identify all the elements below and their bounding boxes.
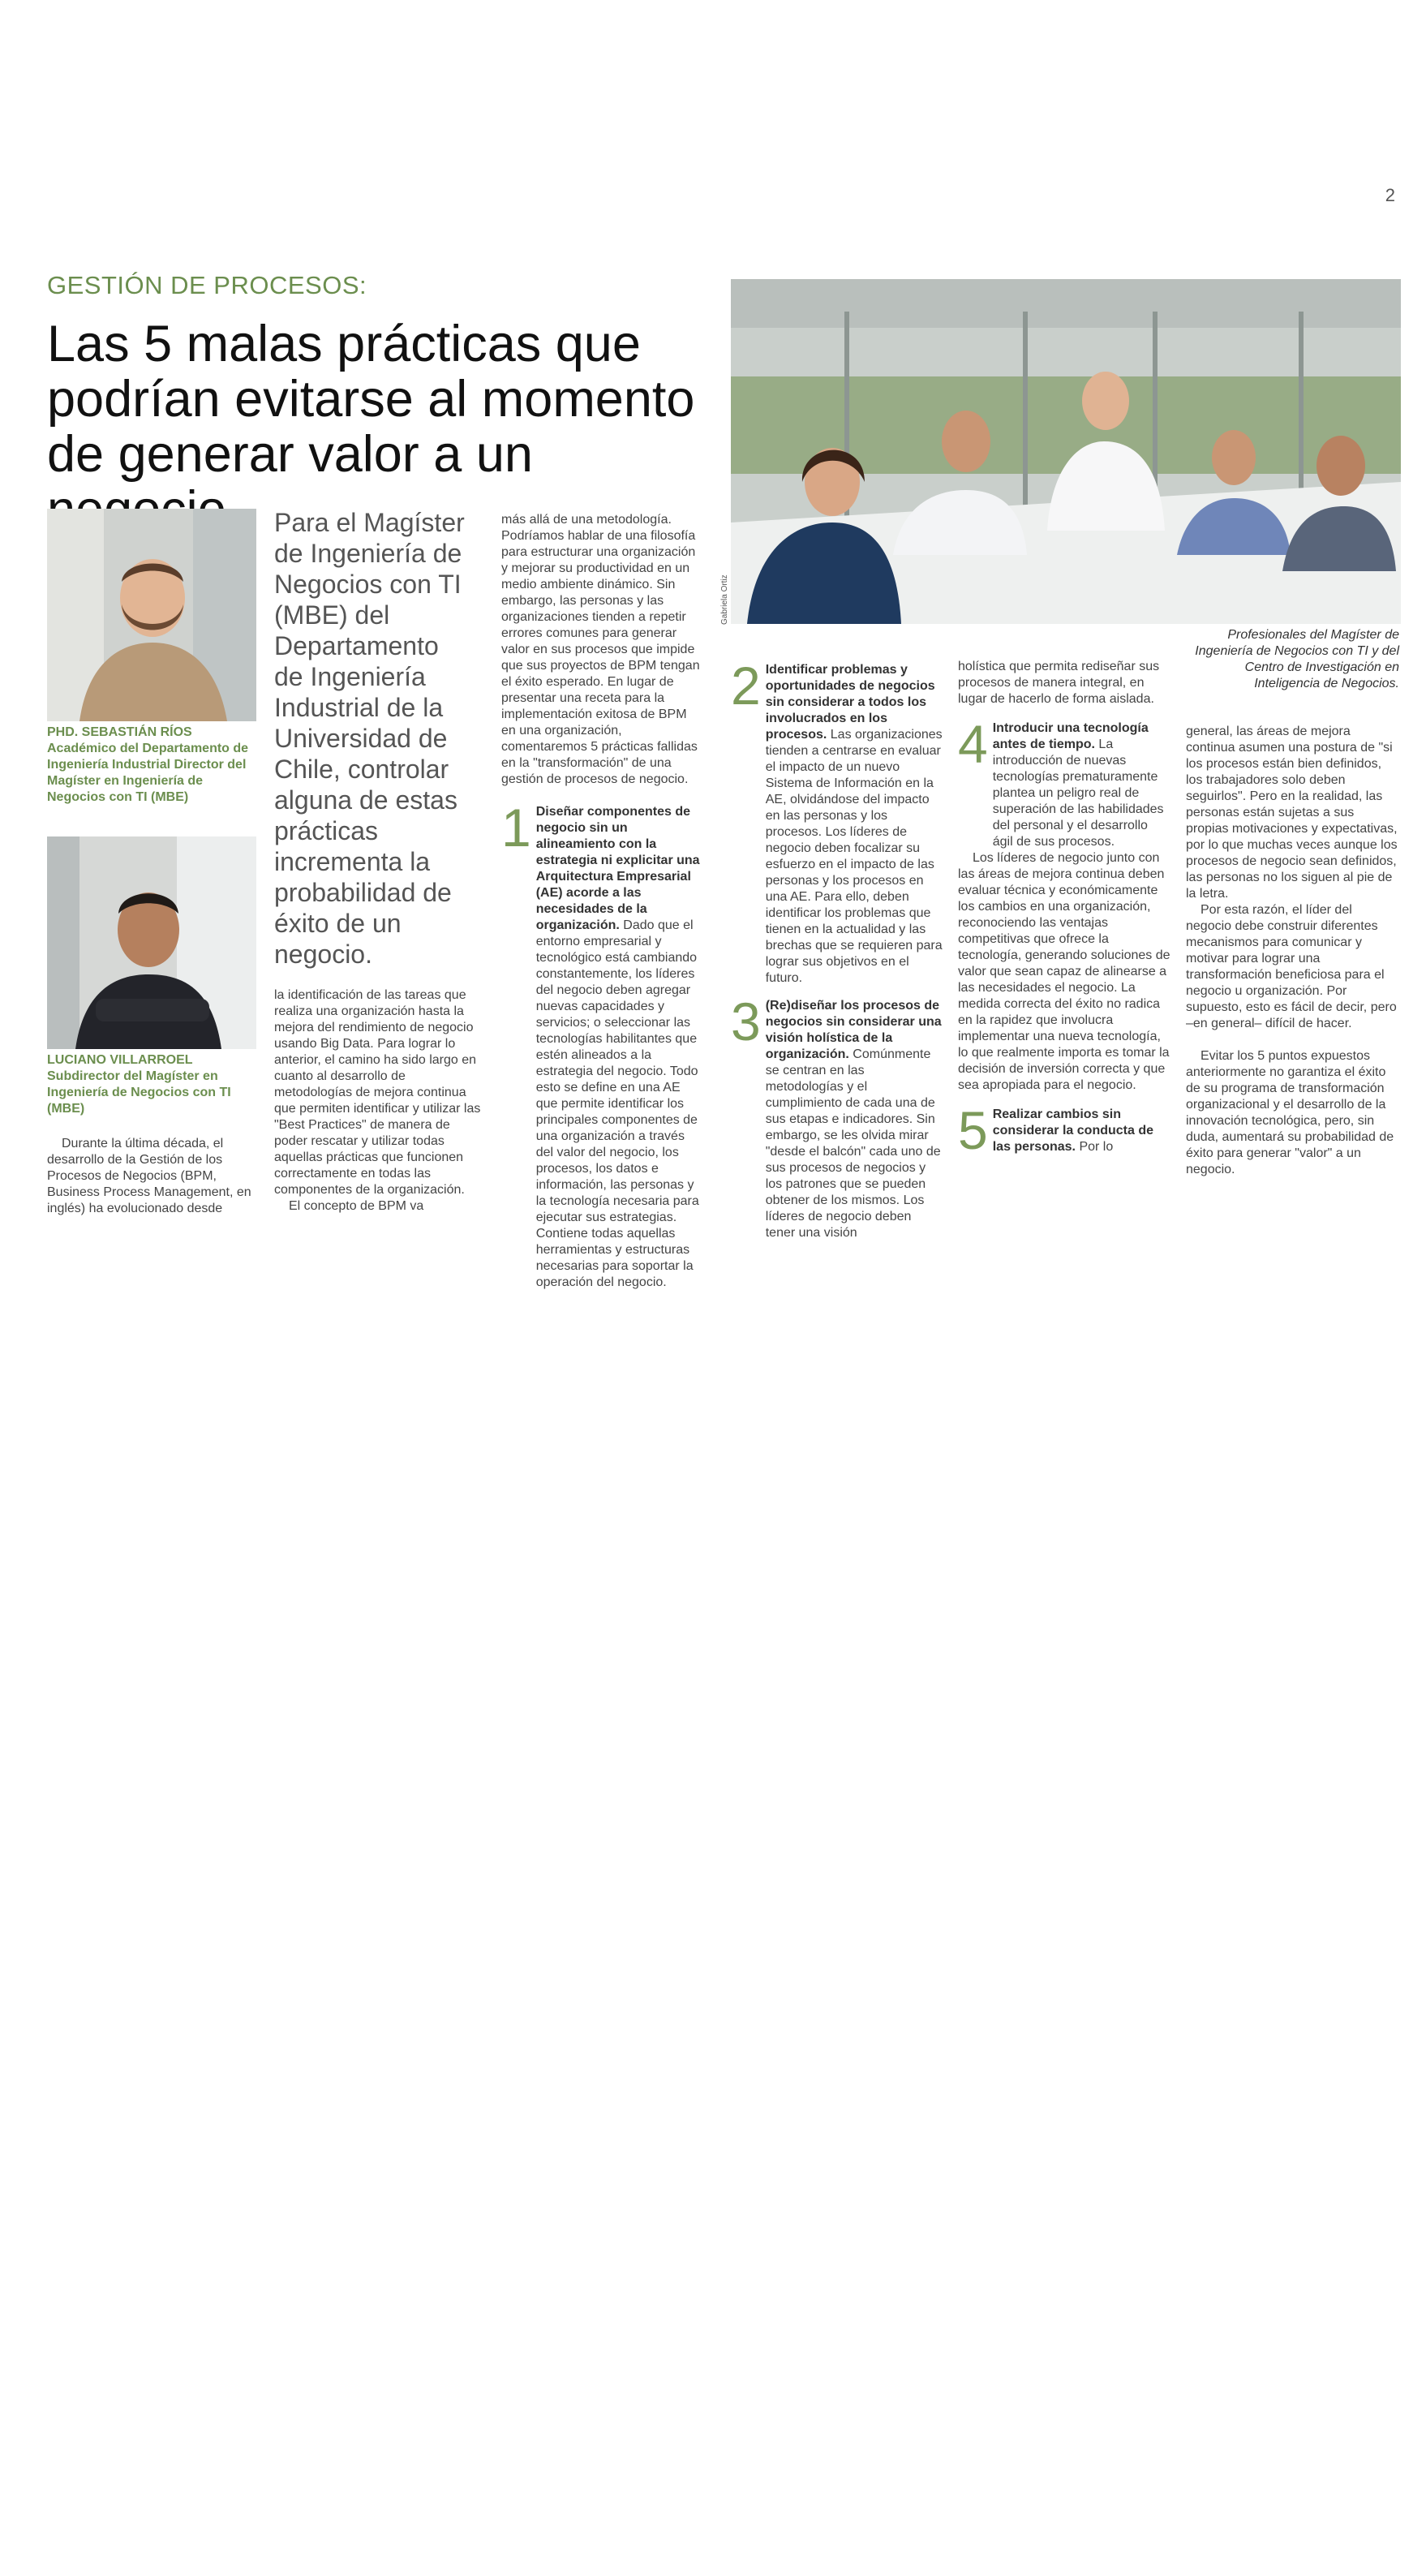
list-item — [731, 656, 943, 987]
person-name: PHD. SEBASTIÁN RÍOS — [47, 725, 192, 739]
person-role: Subdirector del Magíster en Ingeniería de Negocios con TI (MBE) — [47, 1069, 231, 1116]
item-number: 1 — [501, 798, 531, 858]
item-text: Las organizaciones tienden a centrarse en evaluar el impacto de un nuevo Sistema de Información en la AE, olvidándose del impacto en las personas y los procesos. Los líderes de negocio deben focalizar su esfuerzo en el impacto de las personas y los procesos en una AE. Para ello, deben identificar los problemas que tienen en la actualidad y las brechas que se requieren para lograr sus objetivos en el futuro. — [765, 728, 943, 985]
list-item — [958, 714, 1170, 850]
paragraph: El concepto de BPM va — [289, 1199, 424, 1213]
lead-paragraph: Para el Magíster de Ingeniería de Negocios con TI (MBE) del Departamento de Ingeniería Industrial de la Universidad de Chile, controlar alguna de estas prácticas incrementa la probabilidad de éxito de un negocio. — [274, 508, 465, 969]
item-text: La introducción de nuevas tecnologías prematuramente plantea un peligro real de superación de las habilidades del personal y el desarrollo ágil de sus procesos. — [992, 738, 1164, 849]
paragraph: holística que permita rediseñar sus procesos de manera integral, en lugar de hacerlo de forma aislada. — [958, 660, 1160, 706]
paragraph: más allá de una metodología. Podríamos hablar de una filosofía para estructurar una organización y mejorar su productividad en un medio ambiente dinámico. Sin embargo, las personas y las organizaciones tienden a repetir errores comunes para generar valor en sus procesos que impide que sus proyectos de BPM tengan el éxito esperado. En lugar de presentar una receta para la implementación exitosa de BPM en una organización, comentaremos 5 prácticas fallidas en la "transformación" de una gestión de procesos de negocio. — [501, 513, 700, 786]
paragraph: general, las áreas de mejora continua asumen una postura de "si los procesos están bien definidos, los trabajadores solo deben seguirlos". Pero en la realidad, las personas están sujetas a sus propias motivaciones y expectativas, por lo que muchas veces aunque los procesos de negocio sean definidos, las personas no los siguen al pie de la letra. — [1186, 725, 1398, 901]
item-title: Introducir una tecnología antes de tiempo. — [992, 721, 1149, 751]
list-item — [958, 1100, 1170, 1160]
paragraph: Por esta razón, el líder del negocio debe construir diferentes mecanismos para comunicar y motivar para lograr una transformación beneficiosa para el negocio u organización. Por supuesto, esto es fácil de decir, pero –en general– difícil de hacer. — [1186, 903, 1397, 1030]
column-3-text — [501, 512, 704, 1291]
portrait-luciano-villarroel — [47, 836, 256, 1049]
item-title: Diseñar componentes de negocio sin un alineamiento con la estrategia ni explicitar una Arquitectura Empresarial (AE) acorde a las necesidades de la organización. — [535, 805, 700, 932]
list-item — [501, 798, 704, 1291]
column-1-text — [47, 1136, 256, 1217]
column-6-text — [1186, 724, 1398, 1178]
paragraph: la identificación de las tareas que realiza una organización hasta la mejora del rendimiento de negocio usando Big Data. Para lograr lo anterior, el camino ha sido largo en cuanto al desarrollo de metodologías de mejora continua que permiten identificar y utilizar las "Best Practices" de manera de poder rescatar y utilizar todas aquellas prácticas que funcionen correctamente en todas las componentes de la organización. — [274, 988, 481, 1197]
paragraph: Durante la última década, el desarrollo de la Gestión de los Procesos de Negocios (BPM, Business Process Management, en inglés) ha evolucionado desde — [47, 1137, 251, 1215]
item-text: Dado que el entorno empresarial y tecnológico está cambiando constantemente, los líderes del negocio deben agregar nuevas capacidades y servicios; o seleccionar las tecnologías habilitantes que estén alineados a la estrategia del negocio. Todo esto se define en una AE que permite identificar los principales componentes de una organización a través del valor del negocio, los procesos, los datos e información, las personas y la tecnología necesaria para ejecutar sus estrategias. Contiene todas aquellas herramientas y estructuras necesarias para soportar la operación del negocio. — [535, 918, 699, 1289]
section-kicker: GESTIÓN DE PROCESOS: — [47, 271, 367, 299]
column-5-text — [958, 659, 1170, 1160]
page-number: 2 — [1385, 185, 1395, 205]
item-number: 5 — [958, 1100, 988, 1160]
item-title: Identificar problemas y oportunidades de negocios sin considerar a todos los involucrados en los procesos. — [765, 663, 935, 742]
item-title: Realizar cambios sin considerar la conducta de las personas. — [992, 1107, 1153, 1154]
headline: Las 5 malas prácticas que podrían evitarse al momento de generar valor a un — [47, 316, 695, 483]
column-2-text — [274, 987, 483, 1215]
paragraph: Evitar los 5 puntos expuestos anteriormente no garantiza el éxito de su programa de transformación organizacional y el desarrollo de la innovación tecnológica, pero, sin duda, aumentará su probabilidad de éxito para generar "valor" a un negocio. — [1186, 1049, 1394, 1176]
item-number: 3 — [731, 991, 761, 1051]
portrait-sebastian-rios — [47, 509, 256, 721]
column-4-text — [731, 656, 943, 1241]
team-photo — [731, 279, 1401, 624]
person-role: Académico del Departamento de Ingeniería Industrial Director del Magíster en Ingeniería de Negocios con TI (MBE) — [47, 742, 249, 804]
photo-credit: Gabriela Ortiz — [720, 574, 729, 625]
item-number: 4 — [958, 714, 988, 774]
item-number: 2 — [731, 656, 761, 716]
person-name: LUCIANO VILLARROEL — [47, 1053, 193, 1067]
paragraph: Los líderes de negocio junto con las áreas de mejora continua deben evaluar técnica y económicamente los cambios en una organización, reconociendo las ventajas competitivas que ofrece la tecnología, generando soluciones de valor que sean capaz de alinearse a las necesidades el negocio. La medida correcta del éxito no radica en la rapidez que involucra implementar una nueva tecnología, lo que realmente importa es tomar la decisión de inversión correcta y que sea apropiada para el negocio. — [958, 851, 1170, 1092]
list-item — [731, 991, 943, 1241]
item-title: (Re)diseñar los procesos de negocios sin considerar una visión holística de la organización. — [765, 999, 942, 1061]
photo-caption: Profesionales del Magíster de Ingeniería de Negocios con TI y del Centro de Investigación en Inteligencia de Negocios. — [1195, 628, 1399, 690]
item-text: Comúnmente se centran en las metodologías y el cumplimiento de cada una de sus etapas e indicadores. Sin embargo, se les olvida mirar "desde el balcón" cada uno de sus procesos de negocios y los patrones que se pueden obtener de los mismos. Los líderes de negocio deben tener una visión — [765, 1047, 941, 1240]
item-text: Por lo — [1079, 1140, 1114, 1154]
